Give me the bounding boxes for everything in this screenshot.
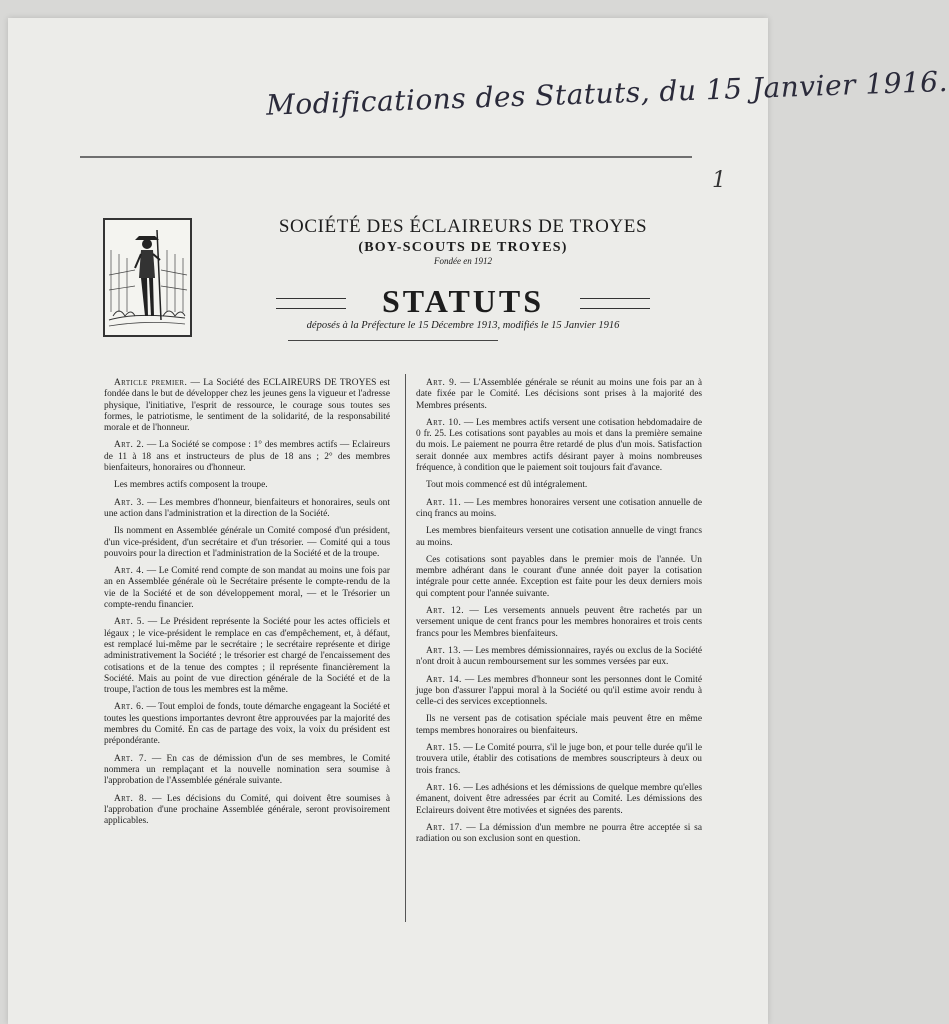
- founded-date: Fondée en 1912: [434, 256, 492, 266]
- article-text: — Tout emploi de fonds, toute démarche engageant la Société et toutes les questions importantes devront être approuvées par la majorité des membres du Comité. En cas de partage des voix, la voix du président est prépondérante.: [104, 702, 390, 747]
- article-paragraph: [416, 675, 702, 709]
- society-title: SOCIÉTÉ DES ÉCLAIREURS DE TROYES: [278, 216, 648, 237]
- mid-rule: [288, 340, 498, 341]
- article-label: Art. 3.: [114, 497, 145, 508]
- article-text: Les membres actifs composent la troupe.: [114, 480, 268, 491]
- articles-left-column: [104, 378, 390, 833]
- scout-illustration-icon: [103, 218, 192, 337]
- article-text: — Les membres d'honneur sont les personnes dont le Comité juge bon d'assurer l'appui moral à la Société ou qu'il estime avoir rendu à celle-ci des services exceptionnels.: [416, 674, 702, 708]
- top-rule: [80, 156, 692, 158]
- article-text: — La Société se compose : 1° des membres actifs — Eclaireurs de 11 à 18 ans et instructeurs de plus de 18 ans ; 2° des membres bienfaiteurs, honoraires ou d'honneur.: [104, 440, 390, 474]
- article-text: — Les membres démissionnaires, rayés ou exclus de la Société n'ont droit à aucun remboursement sur les sommes versées par eux.: [416, 645, 703, 668]
- article-text: — Les versements annuels peuvent être rachetés par un versement unique de cent francs pour les membres honoraires et trois cents francs pour les Membres bienfaiteurs.: [416, 606, 702, 639]
- article-label: Art. 8.: [114, 793, 147, 804]
- article-paragraph: [416, 418, 702, 474]
- article-text: — Les membres actifs versent une cotisation hebdomadaire de 0 fr. 25. Les cotisations sont payables au mois et dans la première semaine du mois. Le paiement ne pourra être retardé de plus d'un mois. Satisfaction serait donnée aux membres actifs désirant payer à moins nombreuses fréquence, à condition que le paiement soit toujours fait d'avance.: [416, 417, 702, 474]
- articles-right-column: [416, 378, 702, 851]
- society-subtitle: (BOY-SCOUTS DE TROYES): [358, 240, 568, 255]
- page-mark: 1: [712, 168, 726, 193]
- article-label: Art. 16.: [426, 782, 462, 793]
- article-label: Art. 12.: [426, 606, 464, 617]
- article-text: Tout mois commencé est dû intégralement.: [426, 480, 588, 491]
- article-label: Art. 9.: [426, 378, 457, 388]
- article-paragraph: [104, 794, 390, 828]
- article-paragraph: [104, 378, 390, 434]
- article-paragraph: [104, 617, 390, 696]
- article-text: — En cas de démission d'un de ses membres, le Comité nommera un remplaçant et la nouvelle nomination sera soumise à l'approbation de l'Assemblée générale suivante.: [104, 753, 390, 787]
- article-label: Art. 14.: [426, 674, 462, 685]
- document-sheet: [8, 18, 949, 1024]
- deposit-line: déposés à la Préfecture le 15 Décembre 1913, modifiés le 15 Janvier 1916: [306, 320, 620, 331]
- article-paragraph: [104, 498, 390, 521]
- article-label: Art. 13.: [426, 645, 462, 656]
- article-paragraph: [104, 440, 390, 474]
- article-continuation: [416, 526, 702, 549]
- article-text: — Les membres d'honneur, bienfaiteurs et honoraires, seuls ont une action dans l'administration et la direction de la Société.: [104, 497, 390, 519]
- article-label: Article premier.: [114, 378, 188, 388]
- article-label: Art. 6.: [114, 702, 144, 713]
- article-label: Art. 2.: [114, 440, 145, 451]
- article-paragraph: [104, 566, 390, 611]
- article-text: — Les adhésions et les démissions de quelque membre qu'elles émanent, doivent être adressées par écrit au Comité. Les démissions des Eclaireurs doivent être motivées et signées des parents.: [416, 782, 702, 816]
- article-paragraph: [416, 743, 702, 777]
- article-paragraph: [104, 754, 390, 788]
- article-label: Art. 7.: [114, 753, 147, 764]
- article-paragraph: [416, 498, 702, 521]
- article-continuation: [104, 480, 390, 491]
- article-text: — Le Président représente la Société pour les actes officiels et légaux ; le vice-président le remplace en cas d'empêchement, et, à défaut, est remplacé lui-même par le secrétaire ; le secrétaire représente et dirige administrativement la Société ; le trésorier est chargé de l'encaissement des cotisations et de la tenue des comptes ; il représente financièrement la Société. Mais au point de vue direction générale de la Société et de la troupe, l'action de tous les membres est la même.: [104, 617, 390, 696]
- article-paragraph: [416, 378, 702, 412]
- article-paragraph: [104, 702, 390, 747]
- handwritten-note: Modifications des Statuts, du 15 Janvier 1916.: [265, 64, 949, 122]
- article-label: Art. 15.: [426, 743, 461, 754]
- article-text: Les membres bienfaiteurs versent une cotisation annuelle de vingt francs au moins.: [416, 526, 702, 548]
- article-continuation: [416, 480, 702, 491]
- article-paragraph: [416, 646, 702, 669]
- article-paragraph: [416, 783, 702, 817]
- article-paragraph: [416, 606, 702, 640]
- article-text: — Le Comité pourra, s'il le juge bon, et pour telle durée qu'il le trouvera utile, établir des cotisations de membres souscripteurs à deux ou trois francs.: [416, 743, 703, 776]
- statuts-heading: STATUTS: [381, 283, 545, 319]
- article-text: Ils nomment en Assemblée générale un Comité composé d'un président, d'un vice-président, d'un secrétaire et d'un trésorier. — Comité qui a tous pouvoirs pour la direction et l'administration de la Société et de la troupe.: [104, 526, 390, 559]
- article-label: Art. 17.: [426, 822, 463, 833]
- article-paragraph: [416, 823, 702, 846]
- article-text: Ces cotisations sont payables dans le premier mois de l'année. Un membre adhérant dans le courant d'une année doit payer la cotisation intégrale pour cette année. Exception est faite pour les deux derniers mois qui comptent pour l'année suivante.: [416, 554, 702, 599]
- article-text: — Les décisions du Comité, qui doivent être soumises à l'approbation d'une prochaine Assemblée générale, seront provisoirement applicables.: [104, 793, 390, 827]
- article-text: — L'Assemblée générale se réunit au moins une fois par an à date fixée par le Comité. Les décisions sont prises à la majorité des Membres présents.: [416, 378, 702, 411]
- article-continuation: [416, 555, 702, 600]
- article-label: Art. 5.: [114, 617, 145, 628]
- article-label: Art. 10.: [426, 417, 462, 428]
- article-label: Art. 11.: [426, 497, 462, 508]
- article-text: — Les membres honoraires versent une cotisation annuelle de cinq francs au moins.: [416, 497, 702, 519]
- column-divider: [405, 374, 406, 922]
- article-text: — La Société des ECLAIREURS DE TROYES est fondée dans le but de développer chez les jeunes gens la vigueur et l'adresse physique, l'initiative, l'esprit de ressource, le courage sous toutes ses formes, le patriotisme, le sentiment de la solidarité, de la responsabilité morale et de l'honneur.: [104, 378, 390, 434]
- article-text: — Le Comité rend compte de son mandat au moins une fois par an en Assemblée générale où le Secrétaire présente le compte-rendu de la vie de la Société et de son développement moral, — et le Trésorier un compte-rendu financier.: [104, 566, 390, 611]
- article-label: Art. 4.: [114, 566, 145, 577]
- article-continuation: [104, 526, 390, 560]
- article-continuation: [416, 714, 702, 737]
- article-text: — La démission d'un membre ne pourra être acceptée si sa radiation ou son exclusion sont en question.: [416, 822, 702, 845]
- article-text: Ils ne versent pas de cotisation spéciale mais peuvent être en même temps membres honoraires ou bienfaiteurs.: [416, 714, 702, 736]
